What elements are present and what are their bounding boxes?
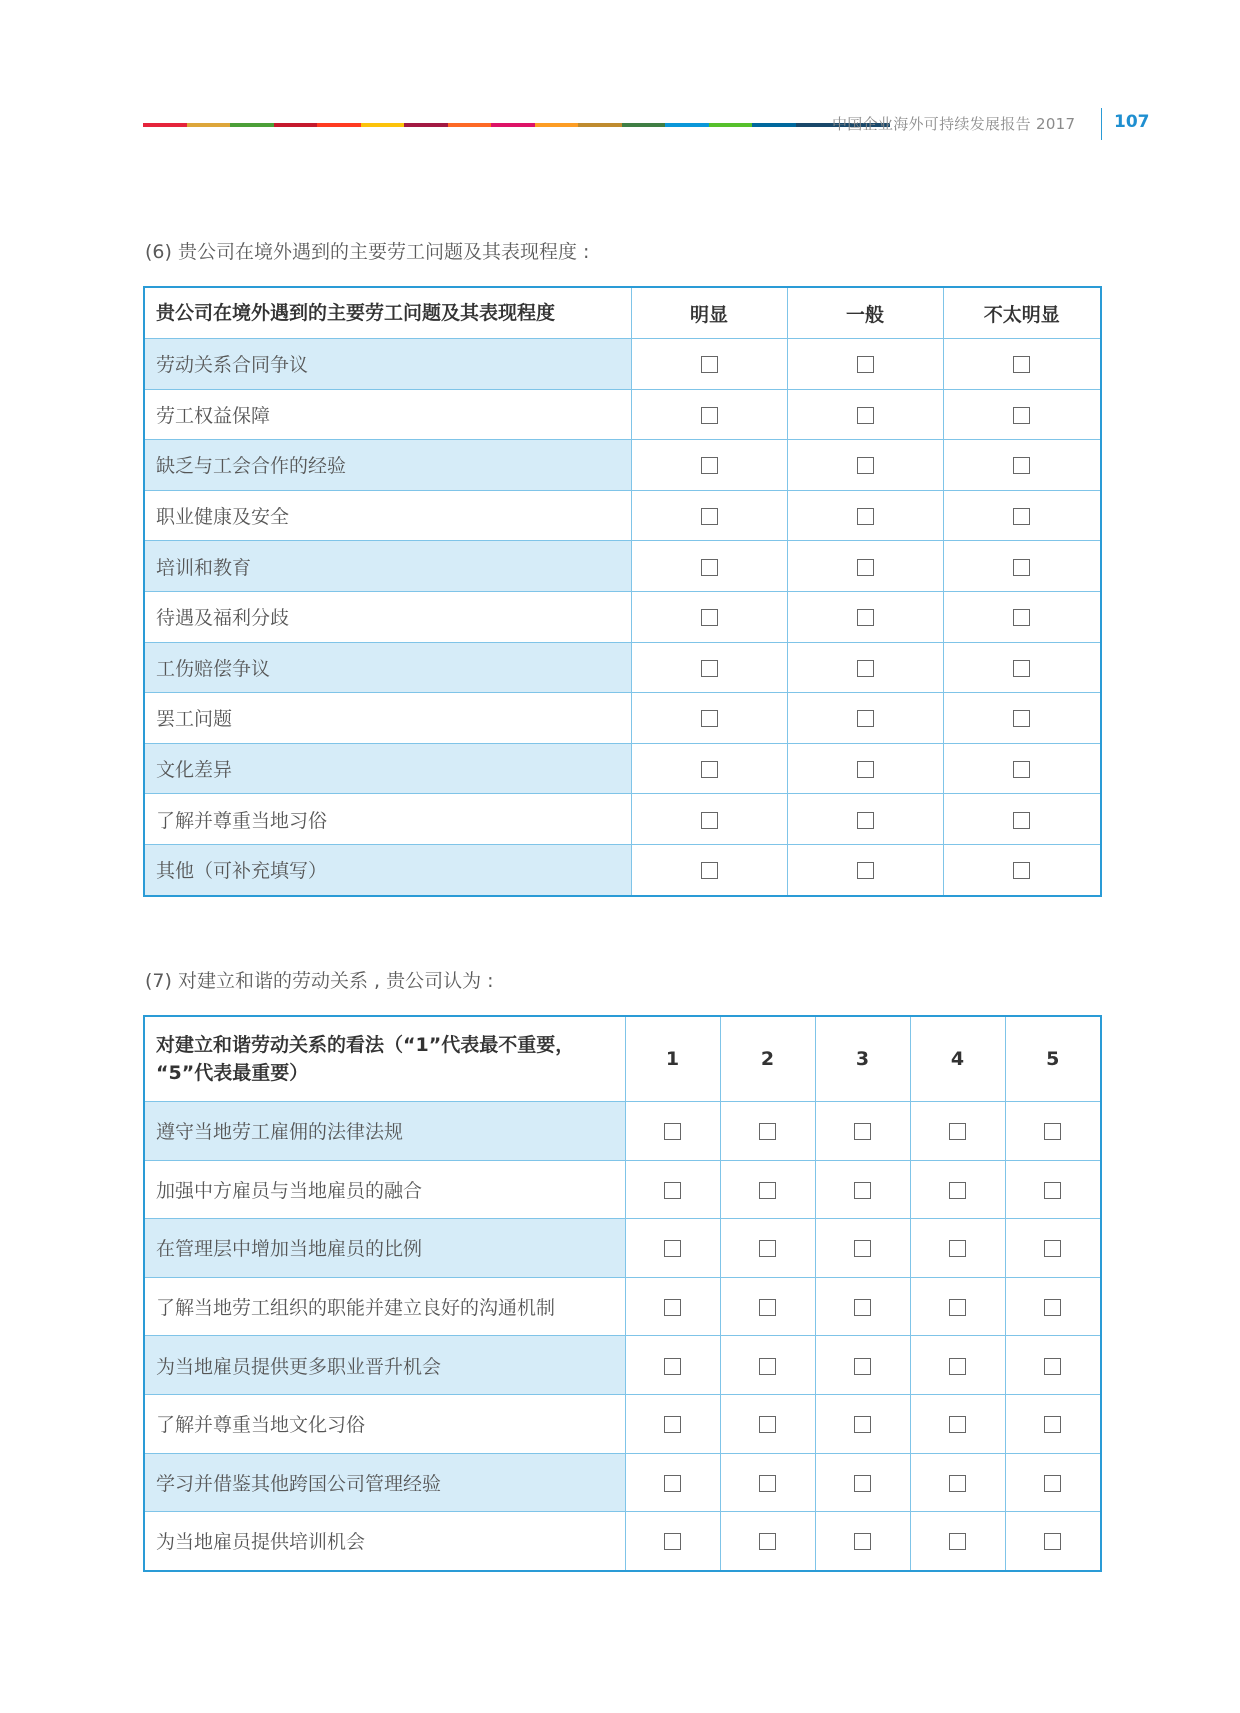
checkbox[interactable] xyxy=(1044,1475,1061,1492)
option-cell xyxy=(943,591,1101,642)
option-cell xyxy=(625,1512,720,1571)
checkbox[interactable] xyxy=(1013,508,1030,525)
checkbox[interactable] xyxy=(949,1416,966,1433)
row-label: 培训和教育 xyxy=(144,541,631,592)
checkbox[interactable] xyxy=(1013,407,1030,424)
table-row xyxy=(144,1336,1101,1395)
option-cell xyxy=(1005,1394,1101,1453)
checkbox[interactable] xyxy=(759,1416,776,1433)
table-row xyxy=(144,693,1101,744)
stripe-segment xyxy=(709,123,753,127)
table-row xyxy=(144,642,1101,693)
checkbox[interactable] xyxy=(759,1123,776,1140)
checkbox[interactable] xyxy=(949,1182,966,1199)
table-row xyxy=(144,440,1101,491)
question-header: 贵公司在境外遇到的主要劳工问题及其表现程度 xyxy=(144,287,631,339)
option-cell xyxy=(815,1219,910,1278)
option-cell xyxy=(943,389,1101,440)
checkbox[interactable] xyxy=(664,1123,681,1140)
table-row xyxy=(144,389,1101,440)
checkbox[interactable] xyxy=(664,1240,681,1257)
checkbox[interactable] xyxy=(854,1475,871,1492)
checkbox[interactable] xyxy=(664,1475,681,1492)
option-cell xyxy=(631,490,787,541)
option-cell xyxy=(625,1102,720,1161)
option-cell xyxy=(1005,1453,1101,1512)
checkbox[interactable] xyxy=(1044,1182,1061,1199)
option-cell xyxy=(720,1512,815,1571)
option-cell xyxy=(787,693,943,744)
row-label: 劳工权益保障 xyxy=(144,389,631,440)
option-cell xyxy=(720,1277,815,1336)
table-row xyxy=(144,743,1101,794)
table-row xyxy=(144,1102,1101,1161)
table-row xyxy=(144,339,1101,390)
row-label: 了解并尊重当地习俗 xyxy=(144,794,631,845)
row-label: 学习并借鉴其他跨国公司管理经验 xyxy=(144,1453,625,1512)
table-row xyxy=(144,1219,1101,1278)
checkbox[interactable] xyxy=(664,1533,681,1550)
checkbox[interactable] xyxy=(1044,1123,1061,1140)
option-cell xyxy=(787,743,943,794)
checkbox[interactable] xyxy=(1013,356,1030,373)
checkbox[interactable] xyxy=(701,761,718,778)
checkbox[interactable] xyxy=(854,1240,871,1257)
option-cell xyxy=(631,743,787,794)
table-row xyxy=(144,541,1101,592)
table-row xyxy=(144,1394,1101,1453)
checkbox[interactable] xyxy=(1013,812,1030,829)
table-row xyxy=(144,794,1101,845)
table-row xyxy=(144,844,1101,895)
table-row xyxy=(144,591,1101,642)
option-cell xyxy=(1005,1160,1101,1219)
sdg-color-stripe xyxy=(143,123,890,127)
checkbox[interactable] xyxy=(854,1299,871,1316)
section7-heading: (7) 对建立和谐的劳动关系 , 贵公司认为 : xyxy=(145,970,494,992)
checkbox[interactable] xyxy=(1013,862,1030,879)
stripe-segment xyxy=(448,123,492,127)
option-cell xyxy=(787,440,943,491)
section6-heading: (6) 贵公司在境外遇到的主要劳工问题及其表现程度 : xyxy=(145,241,590,263)
checkbox[interactable] xyxy=(949,1299,966,1316)
stripe-segment xyxy=(317,123,361,127)
checkbox[interactable] xyxy=(1044,1533,1061,1550)
table-row xyxy=(144,1277,1101,1336)
checkbox[interactable] xyxy=(1013,457,1030,474)
option-cell xyxy=(943,642,1101,693)
checkbox[interactable] xyxy=(664,1182,681,1199)
option-cell xyxy=(631,794,787,845)
option-cell xyxy=(787,844,943,895)
option-cell xyxy=(943,743,1101,794)
option-cell xyxy=(943,339,1101,390)
option-cell xyxy=(631,591,787,642)
option-cell xyxy=(631,844,787,895)
checkbox[interactable] xyxy=(759,1299,776,1316)
checkbox[interactable] xyxy=(949,1475,966,1492)
option-cell xyxy=(943,541,1101,592)
checkbox[interactable] xyxy=(701,660,718,677)
checkbox[interactable] xyxy=(949,1533,966,1550)
option-cell xyxy=(910,1336,1005,1395)
row-label: 遵守当地劳工雇佣的法律法规 xyxy=(144,1102,625,1161)
checkbox[interactable] xyxy=(664,1299,681,1316)
option-cell xyxy=(625,1277,720,1336)
option-cell xyxy=(625,1336,720,1395)
checkbox[interactable] xyxy=(759,1533,776,1550)
checkbox[interactable] xyxy=(701,812,718,829)
checkbox[interactable] xyxy=(949,1240,966,1257)
stripe-segment xyxy=(752,123,796,127)
checkbox[interactable] xyxy=(854,1182,871,1199)
table-row xyxy=(144,1453,1101,1512)
option-cell xyxy=(815,1394,910,1453)
checkbox[interactable] xyxy=(701,508,718,525)
checkbox[interactable] xyxy=(1044,1358,1061,1375)
table-header-row xyxy=(144,287,1101,339)
option-cell xyxy=(625,1160,720,1219)
row-label: 缺乏与工会合作的经验 xyxy=(144,440,631,491)
row-label: 为当地雇员提供培训机会 xyxy=(144,1512,625,1571)
row-label: 罢工问题 xyxy=(144,693,631,744)
labor-relations-table xyxy=(143,1015,1102,1572)
stripe-segment xyxy=(361,123,405,127)
table-row xyxy=(144,490,1101,541)
stripe-segment xyxy=(404,123,448,127)
checkbox[interactable] xyxy=(701,407,718,424)
checkbox[interactable] xyxy=(1044,1416,1061,1433)
checkbox[interactable] xyxy=(854,1416,871,1433)
option-cell xyxy=(943,794,1101,845)
option-cell xyxy=(815,1102,910,1161)
option-cell xyxy=(720,1219,815,1278)
option-cell xyxy=(910,1512,1005,1571)
row-label: 了解当地劳工组织的职能并建立良好的沟通机制 xyxy=(144,1277,625,1336)
option-cell xyxy=(943,490,1101,541)
report-title: 中国企业海外可持续发展报告 2017 xyxy=(832,115,1076,133)
stripe-segment xyxy=(578,123,622,127)
option-cell xyxy=(910,1102,1005,1161)
option-cell xyxy=(943,844,1101,895)
option-cell xyxy=(910,1219,1005,1278)
option-cell xyxy=(720,1160,815,1219)
option-cell xyxy=(787,794,943,845)
question-header xyxy=(144,1016,625,1102)
checkbox[interactable] xyxy=(854,1358,871,1375)
option-cell xyxy=(815,1336,910,1395)
table-row xyxy=(144,1160,1101,1219)
option-cell xyxy=(787,339,943,390)
row-label: 加强中方雇员与当地雇员的融合 xyxy=(144,1160,625,1219)
option-cell xyxy=(720,1394,815,1453)
option-cell xyxy=(815,1512,910,1571)
checkbox[interactable] xyxy=(759,1182,776,1199)
checkbox[interactable] xyxy=(857,862,874,879)
option-cell xyxy=(815,1277,910,1336)
option-cell xyxy=(787,541,943,592)
checkbox[interactable] xyxy=(857,508,874,525)
checkbox[interactable] xyxy=(759,1240,776,1257)
question-header-line1: 对建立和谐劳动关系的看法（“1”代表最不重要， xyxy=(156,1034,575,1056)
checkbox[interactable] xyxy=(854,1123,871,1140)
header-divider xyxy=(1101,108,1102,140)
checkbox[interactable] xyxy=(664,1358,681,1375)
labor-issues-table xyxy=(143,286,1102,897)
option-cell xyxy=(631,339,787,390)
option-header: 明显 xyxy=(631,287,787,339)
checkbox[interactable] xyxy=(949,1123,966,1140)
checkbox[interactable] xyxy=(857,407,874,424)
option-cell xyxy=(910,1160,1005,1219)
row-label: 为当地雇员提供更多职业晋升机会 xyxy=(144,1336,625,1395)
checkbox[interactable] xyxy=(1013,761,1030,778)
row-label: 待遇及福利分歧 xyxy=(144,591,631,642)
checkbox[interactable] xyxy=(759,1475,776,1492)
option-cell xyxy=(815,1453,910,1512)
option-cell xyxy=(943,693,1101,744)
checkbox[interactable] xyxy=(701,710,718,727)
checkbox[interactable] xyxy=(854,1533,871,1550)
checkbox[interactable] xyxy=(701,559,718,576)
checkbox[interactable] xyxy=(1044,1299,1061,1316)
option-cell xyxy=(787,591,943,642)
option-cell xyxy=(1005,1512,1101,1571)
checkbox[interactable] xyxy=(701,356,718,373)
checkbox[interactable] xyxy=(857,559,874,576)
option-cell xyxy=(720,1453,815,1512)
stripe-segment xyxy=(187,123,231,127)
option-cell xyxy=(943,440,1101,491)
option-cell xyxy=(910,1453,1005,1512)
option-header: 1 xyxy=(625,1016,720,1102)
stripe-segment xyxy=(535,123,579,127)
row-label: 了解并尊重当地文化习俗 xyxy=(144,1394,625,1453)
table-header-row xyxy=(144,1016,1101,1102)
checkbox[interactable] xyxy=(857,761,874,778)
page-number: 107 xyxy=(1114,112,1150,132)
checkbox[interactable] xyxy=(857,812,874,829)
checkbox[interactable] xyxy=(664,1416,681,1433)
checkbox[interactable] xyxy=(701,609,718,626)
stripe-segment xyxy=(230,123,274,127)
option-cell xyxy=(631,389,787,440)
table-row xyxy=(144,1512,1101,1571)
stripe-segment xyxy=(491,123,535,127)
stripe-segment xyxy=(143,123,187,127)
option-cell xyxy=(625,1219,720,1278)
checkbox[interactable] xyxy=(1013,609,1030,626)
checkbox[interactable] xyxy=(949,1358,966,1375)
checkbox[interactable] xyxy=(857,609,874,626)
option-cell xyxy=(631,541,787,592)
checkbox[interactable] xyxy=(1013,710,1030,727)
stripe-segment xyxy=(274,123,318,127)
stripe-segment xyxy=(622,123,666,127)
row-label: 在管理层中增加当地雇员的比例 xyxy=(144,1219,625,1278)
checkbox[interactable] xyxy=(1013,559,1030,576)
option-cell xyxy=(787,389,943,440)
option-cell xyxy=(625,1394,720,1453)
row-label: 职业健康及安全 xyxy=(144,490,631,541)
option-cell xyxy=(910,1277,1005,1336)
checkbox[interactable] xyxy=(857,660,874,677)
question-header-line2: “5”代表最重要） xyxy=(156,1062,309,1084)
row-label: 工伤赔偿争议 xyxy=(144,642,631,693)
checkbox[interactable] xyxy=(701,457,718,474)
option-cell xyxy=(625,1453,720,1512)
checkbox[interactable] xyxy=(857,457,874,474)
option-cell xyxy=(631,693,787,744)
row-label: 文化差异 xyxy=(144,743,631,794)
option-cell xyxy=(1005,1277,1101,1336)
option-cell xyxy=(1005,1219,1101,1278)
checkbox[interactable] xyxy=(759,1358,776,1375)
option-cell xyxy=(1005,1336,1101,1395)
option-header: 5 xyxy=(1005,1016,1101,1102)
row-label: 劳动关系合同争议 xyxy=(144,339,631,390)
option-header: 不太明显 xyxy=(943,287,1101,339)
option-header: 3 xyxy=(815,1016,910,1102)
option-header: 2 xyxy=(720,1016,815,1102)
option-header: 4 xyxy=(910,1016,1005,1102)
option-header: 一般 xyxy=(787,287,943,339)
checkbox[interactable] xyxy=(1044,1240,1061,1257)
checkbox[interactable] xyxy=(701,862,718,879)
stripe-segment xyxy=(665,123,709,127)
row-label: 其他（可补充填写） xyxy=(144,844,631,895)
option-cell xyxy=(1005,1102,1101,1161)
option-cell xyxy=(631,440,787,491)
checkbox[interactable] xyxy=(1013,660,1030,677)
option-cell xyxy=(787,490,943,541)
option-cell xyxy=(787,642,943,693)
option-cell xyxy=(910,1394,1005,1453)
option-cell xyxy=(815,1160,910,1219)
checkbox[interactable] xyxy=(857,710,874,727)
option-cell xyxy=(720,1102,815,1161)
checkbox[interactable] xyxy=(857,356,874,373)
option-cell xyxy=(631,642,787,693)
option-cell xyxy=(720,1336,815,1395)
